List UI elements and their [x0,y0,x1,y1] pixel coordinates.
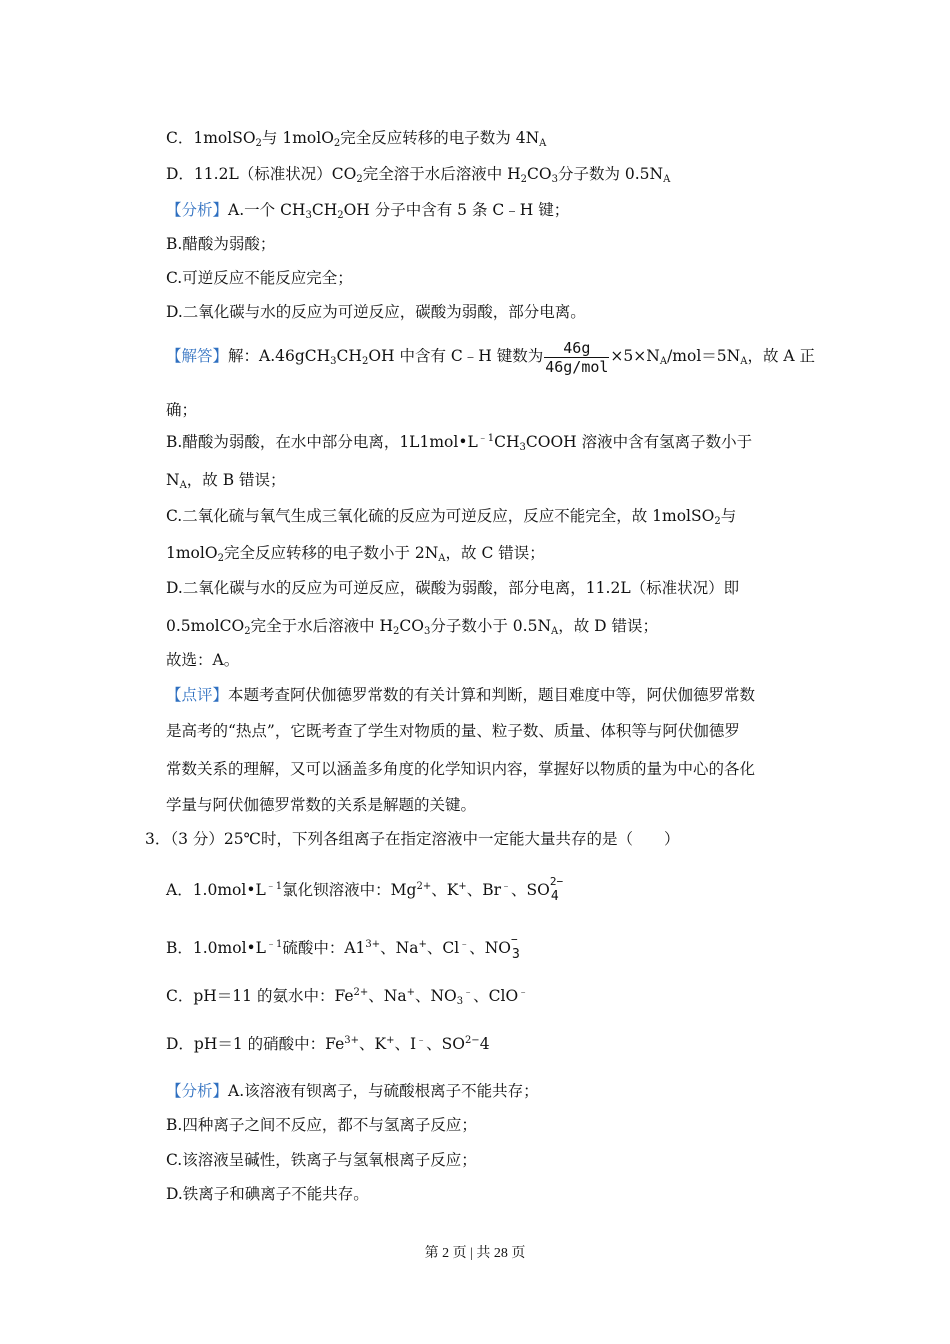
fraction: $\frac{46g}{\text{46g/mol}}$ [545,338,609,376]
q2-answer-b-line2: $N_A$，故 B 错误； [166,471,286,491]
analysis-tag: 【分析】 [166,201,229,219]
nitrate-charge: − 3 [510,933,520,962]
q2-comment-line1: 【点评】本题考查阿伏伽德罗常数的有关计算和判断，题目难度中等，阿伏伽德罗常数 [166,686,756,704]
sulfate-charge [490,1030,503,1060]
q2-comment-line4: 学量与阿伏伽德罗常数的关系是解题的关键。 [166,796,477,814]
q2-answer-d-line2: 0.5molCO$_2$完全于水后溶液中 $H_2CO_3$分子数小于 $0.5N_A$，故 D 错误； [166,617,659,637]
q3-analysis-line1: 【分析】A.该溶液有钡离子，与硫酸根离子不能共存； [166,1082,539,1100]
q2-option-c: C．1molSO$_2$与 1molO$_2$完全反应转移的电子数为 $4N_A$ [166,129,547,149]
q3-option-d: D．pH＝1 的硝酸中：$Fe^{3+}$、K+、I﹣、$SO^{2-}4$ [166,1028,503,1060]
q2-answer-choice: 故选：A。 [166,651,240,669]
comment-tag: 【点评】 [166,686,229,704]
q2-answer-d-line1: D.二氧化碳与水的反应为可逆反应，碳酸为弱酸，部分电离，11.2L（标准状况）即 [166,579,740,597]
answer-tag: 【解答】 [166,347,229,365]
q2-analysis-line1: 【分析】A.一个 $CH_3CH_2OH$ 分子中含有 5 条 C﹣H 键； [166,201,570,221]
q3-option-c: C．pH＝11 的氨水中：$Fe^{2+}$、Na+、$NO_3^﹣$、ClO﹣ [166,987,529,1007]
q2-comment-line3: 常数关系的理解，又可以涵盖多角度的化学知识内容，掌握好以物质的量为中心的各化 [166,760,756,778]
q3-option-a: A．$1.0mol•L^{﹣1}$氯化钡溶液中：$Mg^{2+}$、K+、Br﹣、SO 2− 4 [166,875,564,904]
q2-answer-c-line2: 1molO$_2$完全反应转移的电子数小于 $2N_A$，故 C 错误； [166,544,545,564]
q2-answer-b-line1: B.醋酸为弱酸，在水中部分电离，$1L1mol•L^{﹣1}CH_3COOH$ 溶液中含有氢离子数小于 [166,433,753,453]
q3-analysis-line4: D.铁离子和碘离子不能共存。 [166,1185,369,1203]
sulfate-charge: 2− 4 [549,875,564,904]
q2-answer-c-line1: C.二氧化硫与氧气生成三氧化硫的反应为可逆反应，反应不能完全，故 1molSO$_2$与 [166,507,737,527]
analysis-tag: 【分析】 [166,1082,229,1100]
q3-stem: 3．（3 分）25℃时，下列各组离子在指定溶液中一定能大量共存的是（ ） [145,830,680,848]
q2-comment-line2: 是高考的“热点”，它既考查了学生对物质的量、粒子数、质量、体积等与阿伏伽德罗 [166,722,740,740]
q2-option-d: D．11.2L（标准状况）$CO_2$完全溶于水后溶液中 $H_2CO_3$分子数为 $0.5N_A$ [166,165,671,185]
page-footer: 第 2 页 | 共 28 页 [424,1246,526,1261]
q3-option-b: B．$1.0mol•L^{﹣1}$硫酸中：$A1^{3+}$、Na+、Cl﹣、NO − 3 [166,932,524,964]
q2-analysis-line2: B.醋酸为弱酸； [166,235,276,253]
q2-answer-a-line2: 确； [166,401,198,419]
q2-analysis-line3: C.可逆反应不能反应完全； [166,269,353,287]
q2-answer-a-line1: 【解答】解：$A.46gCH_3CH_2OH$ 中含有 C﹣H 键数为 $\frac{46g}{\text{46g/mol}}$ $\times 5\times N_A/mol=5N_A$，故 A 正 [166,338,815,376]
q2-analysis-line4: D.二氧化碳与水的反应为可逆反应，碳酸为弱酸，部分电离。 [166,303,586,321]
q3-analysis-line3: C.该溶液呈碱性，铁离子与氢氧根离子反应； [166,1151,477,1169]
q3-analysis-line2: B.四种离子之间不反应，都不与氢离子反应； [166,1116,477,1134]
